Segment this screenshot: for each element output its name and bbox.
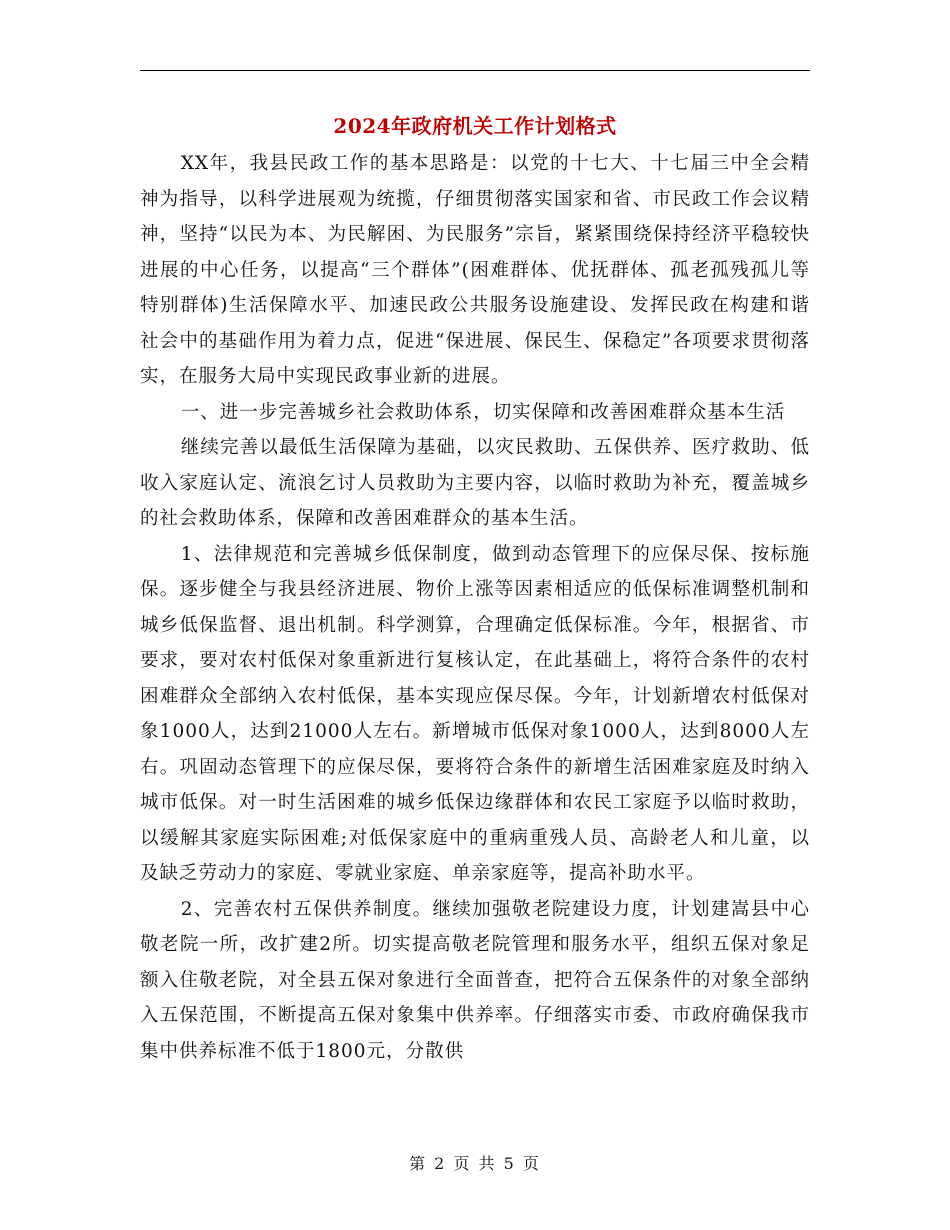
paragraph-item-1: 1、法律规范和完善城乡低保制度，做到动态管理下的应保尽保、按标施保。逐步健全与我县经济进展、物价上涨等因素相适应的低保标准调整机制和城乡低保监督、退出机制。科学测算，合理确定低保标准。今年，根据省、市要求，要对农村低保对象重新进行复核认定，在此基础上，将符合条件的农村困难群众全部纳入农村低保，基本实现应保尽保。今年，计划新增农村低保对象1000人，达到21000人左右。新增城市低保对象1000人，达到8000人左右。巩固动态管理下的应保尽保，要将符合条件的新增生活困难家庭及时纳入城市低保。对一时生活困难的城乡低保边缘群体和农民工家庭予以临时救助，以缓解其家庭实际困难;对低保家庭中的重病重残人员、高龄老人和儿童，以及缺乏劳动力的家庭、零就业家庭、单亲家庭等，提高补助水平。	[140, 543, 810, 884]
document-body	[140, 146, 810, 1069]
paragraph-section-summary: 继续完善以最低生活保障为基础，以灾民救助、五保供养、医疗救助、低收入家庭认定、流浪乞讨人员救助为主要内容，以临时救助为补充，覆盖城乡的社会救助体系，保障和改善困难群众的基本生活。	[140, 437, 810, 529]
paragraph-item-2: 2、完善农村五保供养制度。继续加强敬老院建设力度，计划建嵩县中心敬老院一所，改扩建2所。切实提高敬老院管理和服务水平，组织五保对象足额入住敬老院，对全县五保对象进行全面普查，把符合五保条件的对象全部纳入五保范围，不断提高五保对象集中供养率。仔细落实市委、市政府确保我市集中供养标准不低于1800元，分散供	[140, 898, 810, 1062]
document-title: 2024年政府机关工作计划格式	[333, 114, 617, 138]
page-number-footer: 第 2 页 共 5 页	[409, 1154, 541, 1173]
paragraph-intro: XX年，我县民政工作的基本思路是：以党的十七大、十七届三中全会精神为指导，以科学进展观为统揽，仔细贯彻落实国家和省、市民政工作会议精神，坚持“以民为本、为民解困、为民服务”宗旨，紧紧围绕保持经济平稳较快进展的中心任务，以提高“三个群体”(困难群体、优抚群体、孤老孤残孤儿等特别群体)生活保障水平、加速民政公共服务设施建设、发挥民政在构建和谐社会中的基础作用为着力点，促进“保进展、保民生、保稳定”各项要求贯彻落实，在服务大局中实现民政事业新的进展。	[140, 153, 810, 387]
paragraph-section-heading: 一、进一步完善城乡社会救助体系，切实保障和改善困难群众基本生活	[180, 401, 786, 423]
header-rule	[140, 70, 810, 71]
